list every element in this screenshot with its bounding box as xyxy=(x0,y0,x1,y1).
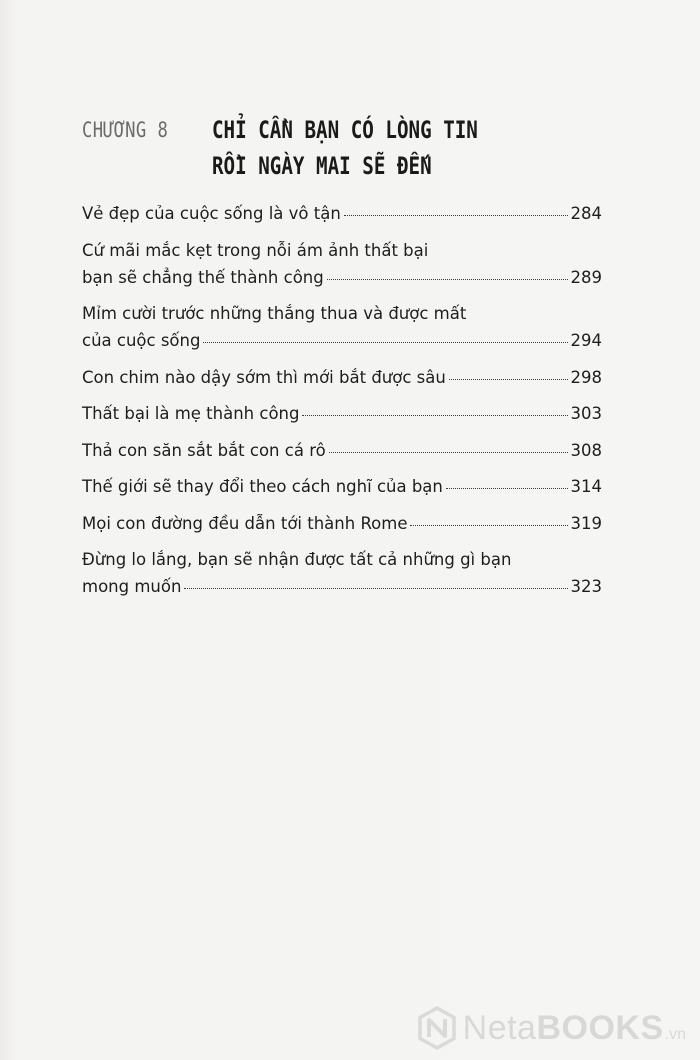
table-of-contents xyxy=(82,200,602,610)
toc-entry-page-number: 314 xyxy=(570,477,602,496)
dot-leader xyxy=(449,379,568,380)
toc-entry-page-number: 303 xyxy=(570,404,602,423)
toc-entry xyxy=(82,237,602,291)
toc-entry-title-line-1: Đừng lo lắng, bạn sẽ nhận được tất cả những gì bạn xyxy=(82,550,512,569)
toc-entry-page-number: 294 xyxy=(570,331,602,350)
toc-entry-page-number: 284 xyxy=(570,204,602,223)
toc-entry-row xyxy=(82,473,602,500)
watermark-domain: .vn xyxy=(664,1026,686,1043)
toc-entry-title: mong muốn xyxy=(82,577,182,596)
toc-entry xyxy=(82,400,602,427)
toc-entry-row xyxy=(82,437,602,464)
toc-entry-title: Vẻ đẹp của cuộc sống là vô tận xyxy=(82,204,341,223)
dot-leader xyxy=(410,525,567,526)
dot-leader xyxy=(302,415,567,416)
dot-leader xyxy=(329,452,568,453)
toc-entry-row xyxy=(82,364,602,391)
toc-entry-row xyxy=(82,510,602,537)
watermark-brand xyxy=(463,1009,664,1048)
toc-entry-row xyxy=(82,200,602,227)
toc-entry-page-number: 289 xyxy=(570,267,602,287)
toc-entry-page-number: 323 xyxy=(570,577,602,596)
dot-leader xyxy=(446,488,568,489)
chapter-header xyxy=(82,112,642,192)
toc-entry-title: Mọi con đường đều dẫn tới thành Rome xyxy=(82,513,408,533)
toc-entry-title: của cuộc sống xyxy=(82,331,201,350)
dot-leader xyxy=(327,279,568,280)
toc-entry xyxy=(82,300,602,354)
toc-entry xyxy=(82,364,602,391)
toc-entry-page-number: 298 xyxy=(570,367,602,387)
toc-entry-row xyxy=(82,573,602,600)
toc-entry-page-number: 319 xyxy=(570,513,602,533)
chapter-title-line-2: RỒI NGÀY MAI SẼ ĐẾN xyxy=(212,152,432,180)
toc-entry-title: Thất bại là mẹ thành công xyxy=(82,404,300,423)
toc-entry xyxy=(82,437,602,464)
toc-entry-row xyxy=(82,400,602,427)
chapter-label: CHƯƠNG 8 xyxy=(82,118,169,142)
watermark-brand-light: Neta xyxy=(462,1008,537,1047)
toc-entry xyxy=(82,510,602,537)
watermark-brand-bold: BOOKS xyxy=(536,1008,664,1047)
toc-entry xyxy=(82,473,602,500)
chapter-title xyxy=(212,112,548,184)
toc-entry-title: bạn sẽ chẳng thế thành công xyxy=(82,267,324,287)
netabooks-watermark xyxy=(417,1006,686,1050)
toc-entry-title: Con chim nào dậy sớm thì mới bắt được sâu xyxy=(82,367,446,387)
toc-entry-title-line-1: Mỉm cười trước những thắng thua và được mất xyxy=(82,304,467,323)
dot-leader xyxy=(344,215,568,216)
toc-entry-title: Thế giới sẽ thay đổi theo cách nghĩ của bạn xyxy=(82,477,443,496)
toc-entry xyxy=(82,200,602,227)
toc-entry-page-number: 308 xyxy=(570,440,602,460)
toc-entry-row xyxy=(82,327,602,354)
toc-entry-title: Thả con săn sắt bắt con cá rô xyxy=(82,440,326,460)
toc-entry-row xyxy=(82,264,602,291)
netabooks-hexagon-logo-icon xyxy=(417,1006,457,1050)
toc-entry xyxy=(82,546,602,600)
chapter-title-line-1: CHỈ CẦN BẠN CÓ LÒNG TIN xyxy=(212,116,478,144)
toc-entry-title-line-1: Cứ mãi mắc kẹt trong nỗi ám ảnh thất bại xyxy=(82,240,429,260)
dot-leader xyxy=(203,342,567,343)
dot-leader xyxy=(184,588,567,589)
